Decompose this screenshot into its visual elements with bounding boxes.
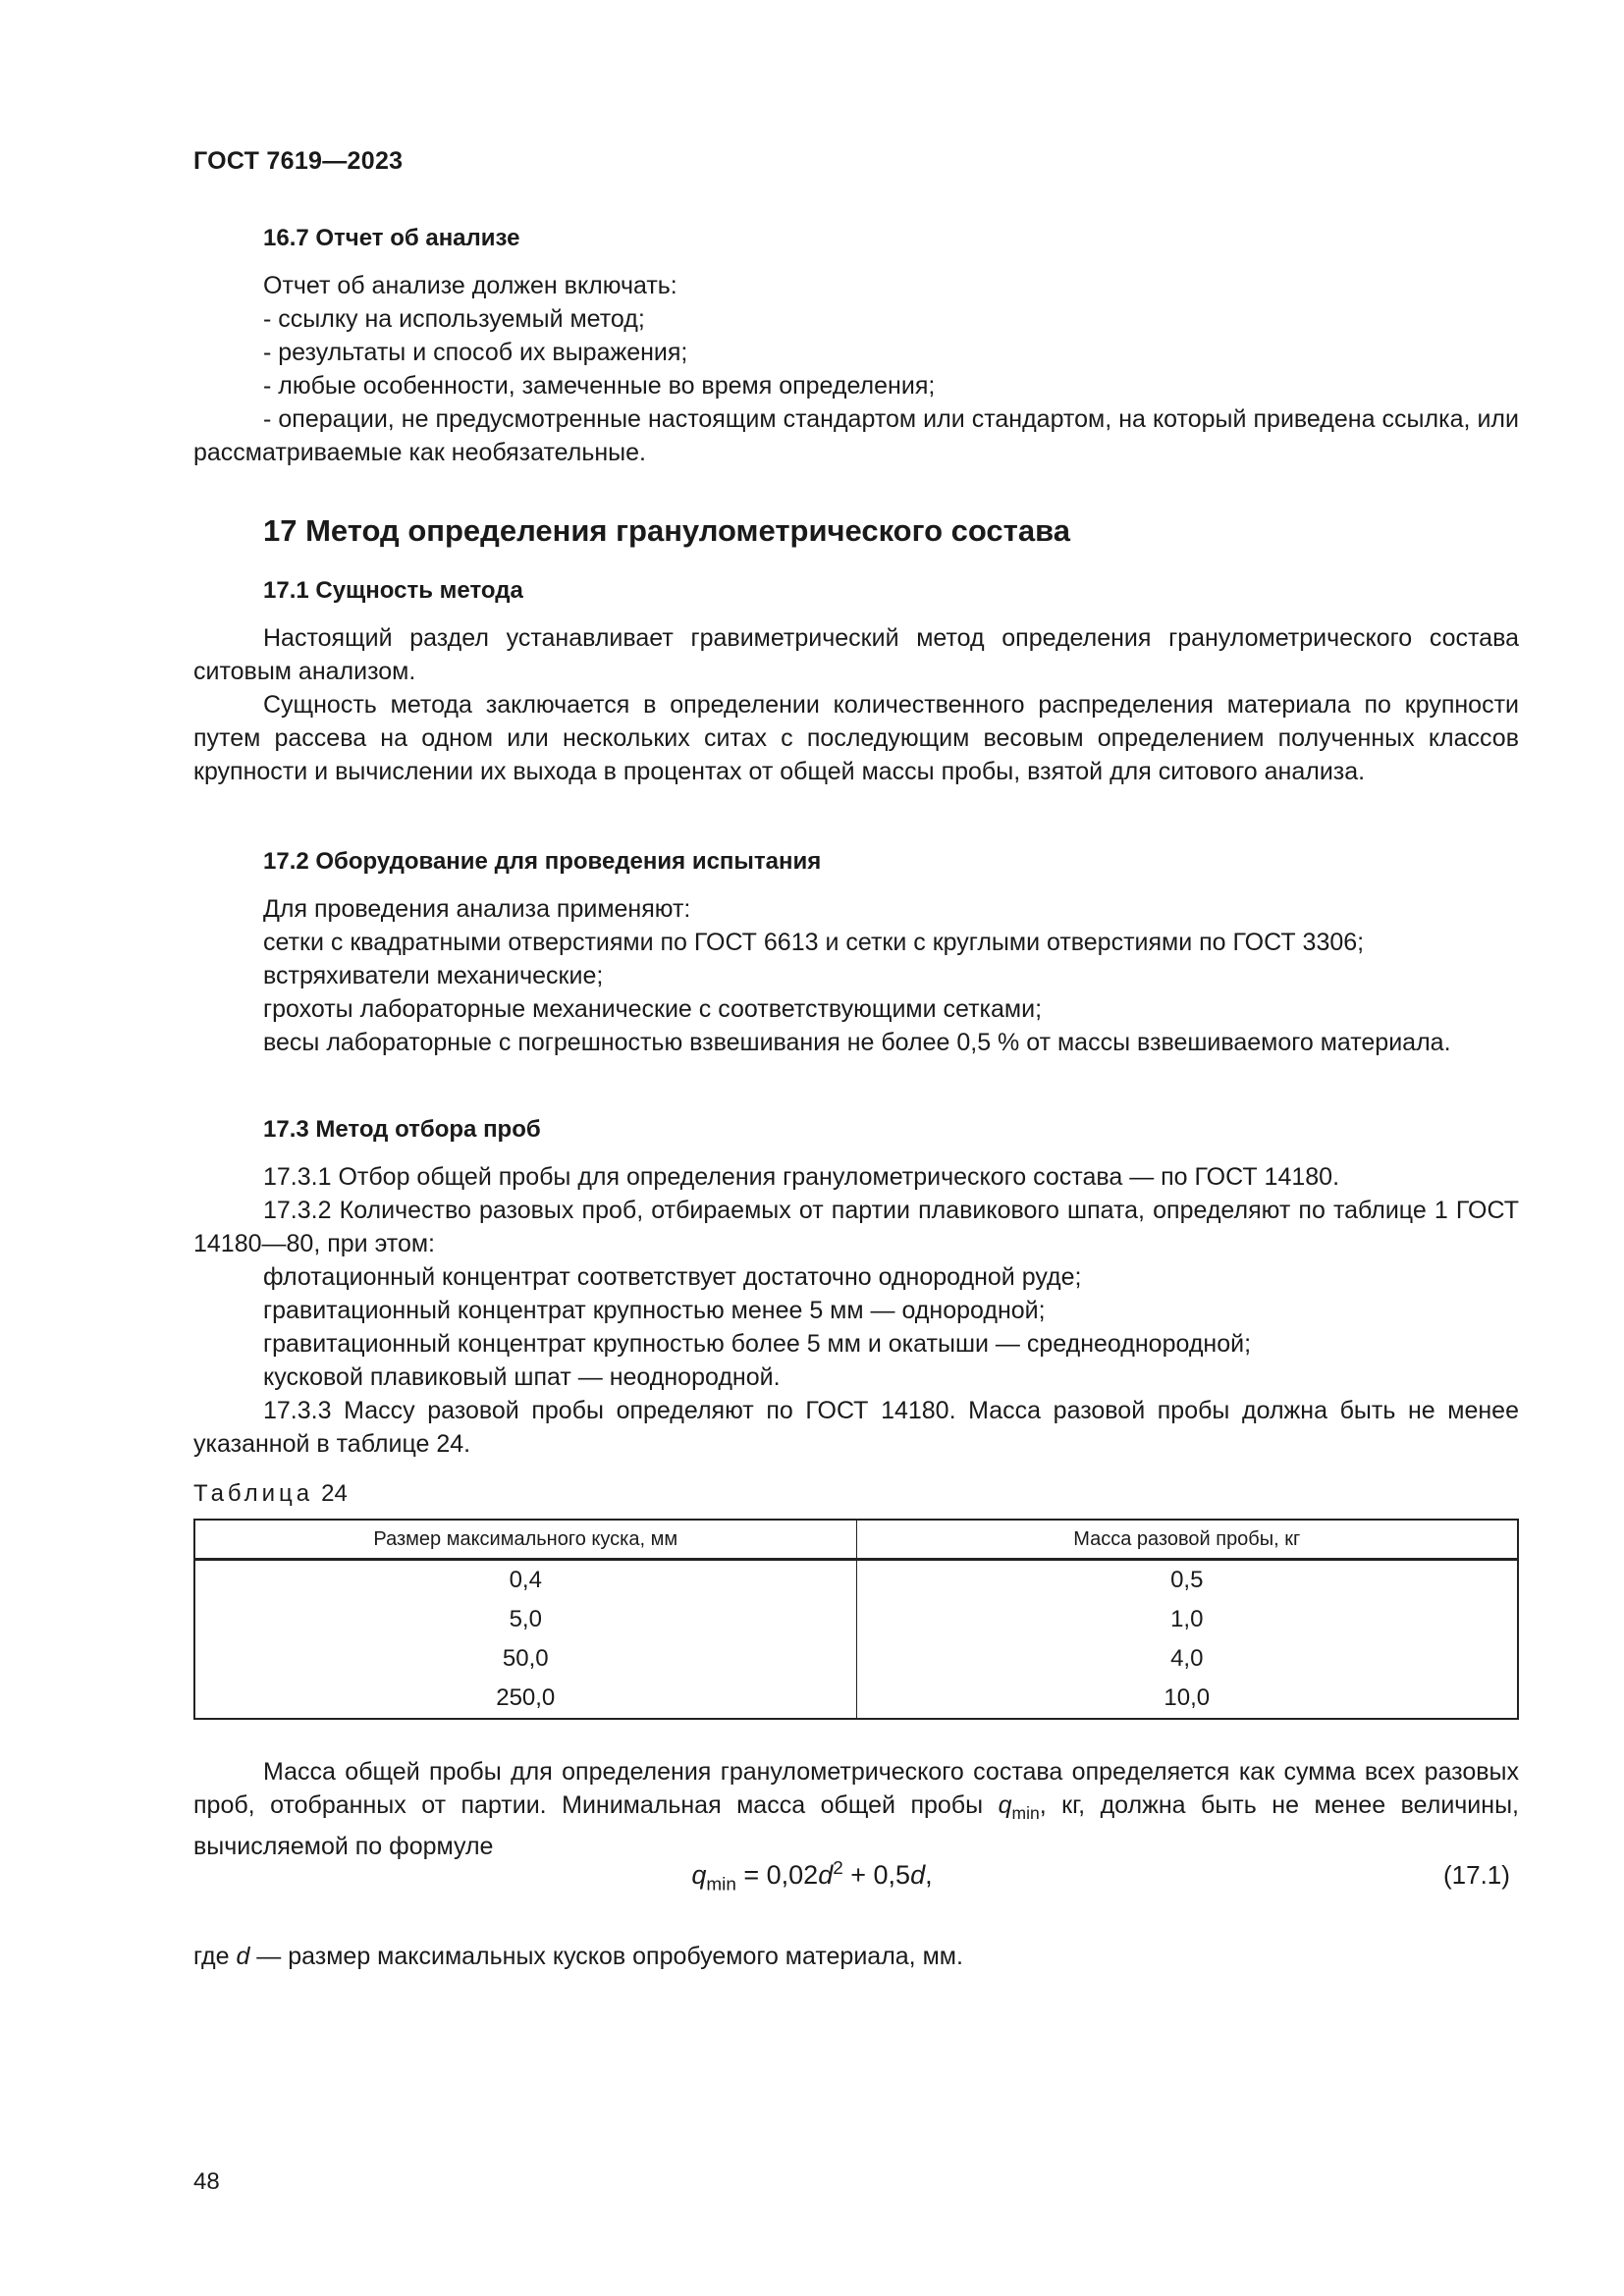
s17-2-line: сетки с квадратными отверстиями по ГОСТ 6613 и сетки с круглыми отверстиями по ГОСТ 3306; (263, 929, 1365, 956)
table-cell: 4,0 (856, 1639, 1518, 1679)
table-row (194, 1639, 1518, 1679)
table-cell: 10,0 (856, 1679, 1518, 1719)
formula-number: (17.1) (1443, 1860, 1510, 1890)
section-16-7-title: 16.7 Отчет об анализе (263, 225, 520, 251)
table-header-cell: Размер максимального куска, мм (194, 1520, 856, 1560)
section-17-3-title: 17.3 Метод отбора проб (263, 1116, 541, 1143)
s17-3-3-paragraph: 17.3.3 Массу разовой пробы определяют по ГОСТ 14180. Масса разовой пробы должна быть не менее указанной в таблице 24. (193, 1397, 1519, 1458)
table-cell: 50,0 (194, 1639, 856, 1679)
s17-3-1-paragraph: 17.3.1 Отбор общей пробы для определения гранулометрического состава — по ГОСТ 14180. (263, 1163, 1340, 1191)
table-row (194, 1600, 1518, 1639)
page-number: 48 (193, 2168, 220, 2195)
s16-7-last-paragraph: - операции, не предусмотренные настоящим стандартом или стандартом, на который приведена ссылка, или рассматриваемые как необязательные. (193, 405, 1519, 466)
section-17-1-title: 17.1 Сущность метода (263, 577, 523, 604)
s16-7-line: - результаты и способ их выражения; (263, 339, 688, 366)
s17-2-last-paragraph: весы лабораторные с погрешностью взвешивания не более 0,5 % от массы взвешиваемого материала. (263, 1029, 1451, 1056)
s17-3-line: флотационный концентрат соответствует достаточно однородной руде; (263, 1263, 1082, 1291)
s16-7-line: Отчет об анализе должен включать: (263, 272, 677, 299)
section-17-title: 17 Метод определения гранулометрического состава (263, 513, 1070, 548)
table-cell: 1,0 (856, 1600, 1518, 1639)
table-cell: 0,5 (856, 1560, 1518, 1601)
s16-7-line: - любые особенности, замеченные во время определения; (263, 372, 936, 400)
s17-2-line: встряхиватели механические; (263, 962, 604, 989)
s16-7-line: - ссылку на используемый метод; (263, 305, 645, 333)
s17-3-2-paragraph: 17.3.2 Количество разовых проб, отбираемых от партии плавикового шпата, определяют по таблице 1 ГОСТ 14180—80, при этом: (193, 1197, 1519, 1257)
document-header: ГОСТ 7619—2023 (193, 147, 404, 175)
table-24 (193, 1519, 1519, 1720)
table-header-row (194, 1520, 1518, 1560)
s17-3-line: гравитационный концентрат крупностью менее 5 мм — однородной; (263, 1297, 1046, 1324)
s17-2-line: грохоты лабораторные механические с соответствующими сетками; (263, 995, 1043, 1023)
s17-1-paragraph-1: Настоящий раздел устанавливает гравиметрический метод определения гранулометрического состава ситовым анализом. (193, 624, 1519, 685)
s17-3-line: гравитационный концентрат крупностью более 5 мм и окатыши — среднеоднородной; (263, 1330, 1252, 1358)
table-row (194, 1679, 1518, 1719)
section-17-2-title: 17.2 Оборудование для проведения испытания (263, 848, 822, 875)
table-caption: Таблица 24 (193, 1480, 348, 1507)
s17-1-paragraph-2: Сущность метода заключается в определении количественного распределения материала по крупности путем рассева на одном или нескольких ситах с последующим весовым определением полученных классов крупности и вычислении их выхода в процентах от общей массы пробы, взятой для ситового анализа. (193, 691, 1519, 785)
where-explanation: где d — размер максимальных кусков опробуемого материала, мм. (193, 1943, 963, 1970)
table-cell: 5,0 (194, 1600, 856, 1639)
general-sample-paragraph: Масса общей пробы для определения гранулометрического состава определяется как сумма всех разовых проб, отобранных от партии. Минимальная масса общей пробы $q_{min}$, кг, должна быть не менее величины, вычисляемой по формуле (193, 1758, 1519, 1860)
s17-2-line: Для проведения анализа применяют: (263, 895, 691, 923)
s17-3-line: кусковой плавиковый шпат — неоднородной. (263, 1363, 781, 1391)
table-cell: 0,4 (194, 1560, 856, 1601)
table-header-cell: Масса разовой пробы, кг (856, 1520, 1518, 1560)
table-row (194, 1560, 1518, 1601)
formula-17-1: $q_{min} = 0,02d^2 + 0,5d$, (691, 1858, 933, 1896)
table-cell: 250,0 (194, 1679, 856, 1719)
